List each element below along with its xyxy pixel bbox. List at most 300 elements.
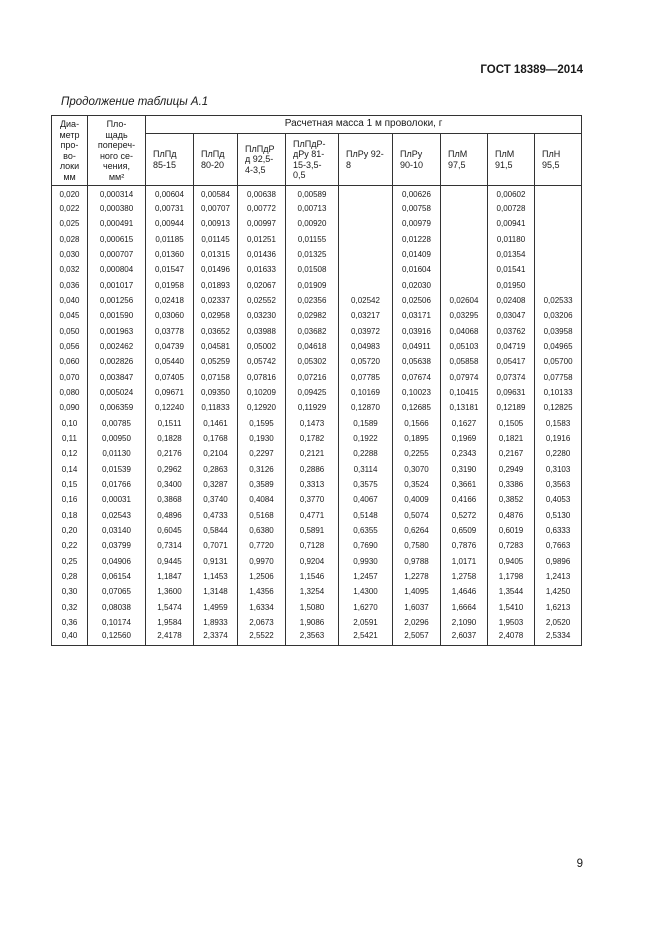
table-cell: 2,4178 (146, 630, 194, 645)
table-cell: 0,00944 (146, 216, 194, 231)
table-cell: 0,12870 (339, 400, 393, 415)
table-cell: 0,02533 (535, 293, 582, 308)
table-cell: 2,0591 (339, 615, 393, 630)
column-header-alloy: ПлПдР- дРу 81- 15-3,5- 0,5 (286, 134, 339, 186)
table-cell: 0,000804 (88, 262, 146, 277)
table-cell: 0,01251 (238, 231, 286, 246)
table-cell: 0,28 (52, 569, 88, 584)
column-header-diameter: Диа- метр про- во- локи мм (52, 116, 88, 186)
table-cell: 0,00913 (194, 216, 238, 231)
table-cell: 2,3374 (194, 630, 238, 645)
table-cell: 0,1821 (488, 431, 535, 446)
table-cell: 0,5130 (535, 507, 582, 522)
table-cell: 0,028 (52, 231, 88, 246)
table-cell: 0,4067 (339, 492, 393, 507)
table-cell: 0,04581 (194, 339, 238, 354)
table-cell: 0,2949 (488, 461, 535, 476)
table-row (52, 339, 582, 354)
table-cell: 0,12 (52, 446, 88, 461)
table-cell: 0,14 (52, 461, 88, 476)
table-cell: 0,1969 (441, 431, 488, 446)
table-cell: 0,05002 (238, 339, 286, 354)
table-cell: 0,12560 (88, 630, 146, 645)
table-cell: 0,00920 (286, 216, 339, 231)
table-cell (535, 277, 582, 292)
table-cell: 0,40 (52, 630, 88, 645)
table-cell: 0,4084 (238, 492, 286, 507)
table-cell: 0,07065 (88, 584, 146, 599)
table-cell: 0,07674 (393, 369, 441, 384)
table-cell: 0,03217 (339, 308, 393, 323)
table-cell: 0,01604 (393, 262, 441, 277)
table-row (52, 369, 582, 384)
table-cell: 0,045 (52, 308, 88, 323)
table-cell: 0,01436 (238, 247, 286, 262)
table-cell (535, 216, 582, 231)
table-cell: 0,2121 (286, 446, 339, 461)
table-cell: 0,22 (52, 538, 88, 553)
table-cell (441, 262, 488, 277)
table-cell: 0,04719 (488, 339, 535, 354)
table-cell: 0,00772 (238, 201, 286, 216)
table-cell: 1,6213 (535, 599, 582, 614)
table-cell: 0,01130 (88, 446, 146, 461)
table-cell: 0,3563 (535, 477, 582, 492)
table-cell: 0,6019 (488, 523, 535, 538)
table-cell: 0,07158 (194, 369, 238, 384)
table-cell: 0,02982 (286, 308, 339, 323)
table-cell: 0,2176 (146, 446, 194, 461)
table-cell: 0,00707 (194, 201, 238, 216)
table-cell: 1,4959 (194, 599, 238, 614)
table-cell (441, 277, 488, 292)
table-cell: 0,00031 (88, 492, 146, 507)
table-cell: 0,1828 (146, 431, 194, 446)
table-row (52, 446, 582, 461)
table-cell: 0,02958 (194, 308, 238, 323)
table-cell: 0,06154 (88, 569, 146, 584)
table-cell: 0,02408 (488, 293, 535, 308)
table-cell: 0,005024 (88, 385, 146, 400)
table-cell: 0,11929 (286, 400, 339, 415)
table-cell: 1,5410 (488, 599, 535, 614)
table-cell: 0,7876 (441, 538, 488, 553)
table-cell: 0,01145 (194, 231, 238, 246)
table-cell: 1,2506 (238, 569, 286, 584)
table-cell: 0,18 (52, 507, 88, 522)
table-cell (535, 186, 582, 201)
table-row (52, 216, 582, 231)
table-cell: 0,01409 (393, 247, 441, 262)
table-cell: 0,00950 (88, 431, 146, 446)
table-cell: 0,3740 (194, 492, 238, 507)
table-cell: 0,00626 (393, 186, 441, 201)
table-cell: 0,01633 (238, 262, 286, 277)
table-cell: 1,4250 (535, 584, 582, 599)
table-cell: 0,000615 (88, 231, 146, 246)
table-cell: 0,5272 (441, 507, 488, 522)
table-cell: 0,01354 (488, 247, 535, 262)
table-cell: 0,10169 (339, 385, 393, 400)
column-header-alloy: ПлН 95,5 (535, 134, 582, 186)
table-cell (535, 201, 582, 216)
table-cell: 0,04739 (146, 339, 194, 354)
table-cell: 0,02030 (393, 277, 441, 292)
table-cell: 0,00731 (146, 201, 194, 216)
table-cell: 0,07216 (286, 369, 339, 384)
table-cell: 0,01950 (488, 277, 535, 292)
table-cell: 0,1930 (238, 431, 286, 446)
column-header-area: Пло- щадь попереч- ного се- чения, мм² (88, 116, 146, 186)
table-cell: 0,2255 (393, 446, 441, 461)
table-cell: 0,01325 (286, 247, 339, 262)
table-cell: 0,9131 (194, 553, 238, 568)
table-cell (441, 247, 488, 262)
table-cell: 2,3563 (286, 630, 339, 645)
table-cell: 0,000314 (88, 186, 146, 201)
table-cell: 0,02552 (238, 293, 286, 308)
table-cell: 0,2886 (286, 461, 339, 476)
table-cell: 0,01893 (194, 277, 238, 292)
table-cell: 0,6045 (146, 523, 194, 538)
table-cell: 0,1461 (194, 415, 238, 430)
table-cell (339, 201, 393, 216)
table-cell: 0,01315 (194, 247, 238, 262)
table-cell: 1,6664 (441, 599, 488, 614)
table-cell: 0,5074 (393, 507, 441, 522)
table-row (52, 354, 582, 369)
table-cell: 2,0296 (393, 615, 441, 630)
table-cell: 0,10209 (238, 385, 286, 400)
table-cell: 0,2962 (146, 461, 194, 476)
table-cell: 0,9405 (488, 553, 535, 568)
table-cell: 0,02543 (88, 507, 146, 522)
table-cell: 0,032 (52, 262, 88, 277)
table-cell: 1,2278 (393, 569, 441, 584)
table-cell: 0,3313 (286, 477, 339, 492)
table-cell: 0,05103 (441, 339, 488, 354)
table-cell: 0,9445 (146, 553, 194, 568)
column-header-alloy: ПлПд 80-20 (194, 134, 238, 186)
table-body (52, 186, 582, 646)
table-cell: 0,4733 (194, 507, 238, 522)
table-cell: 0,4009 (393, 492, 441, 507)
table-cell: 0,1768 (194, 431, 238, 446)
table-cell: 0,4053 (535, 492, 582, 507)
table-cell: 1,8933 (194, 615, 238, 630)
table-cell: 2,1090 (441, 615, 488, 630)
table-cell: 0,03778 (146, 323, 194, 338)
table-cell: 1,6334 (238, 599, 286, 614)
table-cell: 0,04911 (393, 339, 441, 354)
table-row (52, 599, 582, 614)
table-row (52, 186, 582, 201)
table-cell: 0,036 (52, 277, 88, 292)
table-cell: 0,12685 (393, 400, 441, 415)
table-cell: 0,03230 (238, 308, 286, 323)
table-cell: 1,2457 (339, 569, 393, 584)
table-cell: 0,03762 (488, 323, 535, 338)
table-cell (535, 231, 582, 246)
table-cell: 2,0520 (535, 615, 582, 630)
table-cell: 1,5474 (146, 599, 194, 614)
table-cell: 0,07785 (339, 369, 393, 384)
table-cell: 0,2104 (194, 446, 238, 461)
table-cell: 0,030 (52, 247, 88, 262)
table-cell: 0,00941 (488, 216, 535, 231)
table-cell (441, 231, 488, 246)
table-cell (339, 277, 393, 292)
table-cell: 0,03988 (238, 323, 286, 338)
table-cell: 0,05259 (194, 354, 238, 369)
table-cell: 0,07374 (488, 369, 535, 384)
table-cell: 0,00758 (393, 201, 441, 216)
table-cell (441, 201, 488, 216)
table-row (52, 538, 582, 553)
table-cell: 0,7128 (286, 538, 339, 553)
table-cell: 0,03295 (441, 308, 488, 323)
table-cell: 1,1798 (488, 569, 535, 584)
table-cell: 1,4646 (441, 584, 488, 599)
table-cell: 0,040 (52, 293, 88, 308)
column-header-alloy: ПлРу 92- 8 (339, 134, 393, 186)
table-cell: 0,2297 (238, 446, 286, 461)
table-cell: 0,002462 (88, 339, 146, 354)
table-cell: 0,006359 (88, 400, 146, 415)
table-row (52, 584, 582, 599)
table-cell: 0,3868 (146, 492, 194, 507)
table-cell: 0,5168 (238, 507, 286, 522)
table-cell: 0,04618 (286, 339, 339, 354)
table-row (52, 553, 582, 568)
table-cell: 0,05302 (286, 354, 339, 369)
table-cell: 0,003847 (88, 369, 146, 384)
table-cell: 0,03972 (339, 323, 393, 338)
table-cell: 0,3126 (238, 461, 286, 476)
table-cell: 0,1895 (393, 431, 441, 446)
table-cell: 0,13181 (441, 400, 488, 415)
table-cell: 1,0171 (441, 553, 488, 568)
table-cell: 0,03060 (146, 308, 194, 323)
table-row (52, 201, 582, 216)
table-cell (441, 216, 488, 231)
table-cell: 0,000491 (88, 216, 146, 231)
table-cell: 0,03799 (88, 538, 146, 553)
table-row (52, 231, 582, 246)
page-number: 9 (576, 858, 583, 870)
table-cell: 0,3400 (146, 477, 194, 492)
table-cell: 0,002826 (88, 354, 146, 369)
table-cell: 0,25 (52, 553, 88, 568)
column-header-alloy: ПлПд 85-15 (146, 134, 194, 186)
table-cell: 0,04965 (535, 339, 582, 354)
table-cell: 1,2413 (535, 569, 582, 584)
table-cell: 0,000380 (88, 201, 146, 216)
table-cell: 0,00728 (488, 201, 535, 216)
table-cell: 1,9086 (286, 615, 339, 630)
table-cell: 0,10133 (535, 385, 582, 400)
table-cell: 0,3386 (488, 477, 535, 492)
table-cell: 1,6037 (393, 599, 441, 614)
table-cell: 0,1566 (393, 415, 441, 430)
table-row (52, 293, 582, 308)
table-cell: 0,00979 (393, 216, 441, 231)
table-cell: 0,00604 (146, 186, 194, 201)
table-cell: 1,4300 (339, 584, 393, 599)
table-cell: 0,11 (52, 431, 88, 446)
table-cell: 0,09350 (194, 385, 238, 400)
table-cell: 0,00785 (88, 415, 146, 430)
table-cell: 0,09631 (488, 385, 535, 400)
table-cell: 0,01360 (146, 247, 194, 262)
table-cell: 0,050 (52, 323, 88, 338)
table-row (52, 431, 582, 446)
table-cell: 0,9896 (535, 553, 582, 568)
table-cell (339, 186, 393, 201)
table-cell: 1,4356 (238, 584, 286, 599)
table-cell: 0,03916 (393, 323, 441, 338)
table-cell: 0,10 (52, 415, 88, 430)
table-cell (535, 262, 582, 277)
table-cell: 0,5844 (194, 523, 238, 538)
table-cell: 0,01958 (146, 277, 194, 292)
table-cell: 0,5148 (339, 507, 393, 522)
table-cell: 0,3190 (441, 461, 488, 476)
table-cell: 0,03682 (286, 323, 339, 338)
table-cell: 0,04068 (441, 323, 488, 338)
table-cell: 0,1589 (339, 415, 393, 430)
table-cell: 0,001963 (88, 323, 146, 338)
table-cell: 1,4095 (393, 584, 441, 599)
table-cell: 0,11833 (194, 400, 238, 415)
table-cell: 0,03140 (88, 523, 146, 538)
table-cell: 0,20 (52, 523, 88, 538)
column-header-alloy: ПлРу 90-10 (393, 134, 441, 186)
table-cell: 0,12825 (535, 400, 582, 415)
table-cell: 0,07405 (146, 369, 194, 384)
table-row (52, 415, 582, 430)
table-row (52, 523, 582, 538)
table-cell: 0,08038 (88, 599, 146, 614)
table-cell: 0,025 (52, 216, 88, 231)
table-cell: 0,7690 (339, 538, 393, 553)
table-cell: 0,6509 (441, 523, 488, 538)
table-cell: 0,05638 (393, 354, 441, 369)
table-cell: 0,05417 (488, 354, 535, 369)
standard-code: ГОСТ 18389—2014 (480, 64, 583, 76)
table-row (52, 569, 582, 584)
table-cell: 0,080 (52, 385, 88, 400)
table-cell: 0,05700 (535, 354, 582, 369)
table-cell: 0,001590 (88, 308, 146, 323)
table-cell: 0,00638 (238, 186, 286, 201)
table-cell: 1,1847 (146, 569, 194, 584)
table-cell: 0,4166 (441, 492, 488, 507)
table-row (52, 615, 582, 630)
table-cell: 0,3114 (339, 461, 393, 476)
table-cell: 0,16 (52, 492, 88, 507)
table-cell: 0,03047 (488, 308, 535, 323)
table-cell: 0,00602 (488, 186, 535, 201)
table-cell: 0,01909 (286, 277, 339, 292)
table-cell: 0,1922 (339, 431, 393, 446)
table-cell: 0,1511 (146, 415, 194, 430)
table-cell: 0,00589 (286, 186, 339, 201)
table-row (52, 308, 582, 323)
table-cell: 0,30 (52, 584, 88, 599)
table-cell (339, 247, 393, 262)
table-cell: 0,001256 (88, 293, 146, 308)
table-cell: 0,05440 (146, 354, 194, 369)
table-cell: 0,01766 (88, 477, 146, 492)
table-row (52, 630, 582, 645)
table-cell: 0,02356 (286, 293, 339, 308)
table-cell: 0,5891 (286, 523, 339, 538)
table-cell: 0,3070 (393, 461, 441, 476)
table-cell: 0,05720 (339, 354, 393, 369)
table-cell: 0,01541 (488, 262, 535, 277)
column-header-mass: Расчетная масса 1 м проволоки, г (146, 116, 582, 134)
table-cell: 2,4078 (488, 630, 535, 645)
table-cell: 0,03652 (194, 323, 238, 338)
table-cell: 0,3103 (535, 461, 582, 476)
table-cell: 0,3589 (238, 477, 286, 492)
table-cell: 1,2758 (441, 569, 488, 584)
table-cell: 0,9930 (339, 553, 393, 568)
table-cell: 0,3661 (441, 477, 488, 492)
table-cell: 0,1595 (238, 415, 286, 430)
table-cell (441, 186, 488, 201)
table-cell: 0,01547 (146, 262, 194, 277)
table-cell (339, 262, 393, 277)
table-cell: 0,3287 (194, 477, 238, 492)
table-cell: 0,10415 (441, 385, 488, 400)
table-cell: 0,6380 (238, 523, 286, 538)
table-cell: 1,6270 (339, 599, 393, 614)
table-cell: 0,01180 (488, 231, 535, 246)
table-cell: 0,1583 (535, 415, 582, 430)
table-cell: 0,01539 (88, 461, 146, 476)
table-cell: 0,36 (52, 615, 88, 630)
table-cell: 1,3600 (146, 584, 194, 599)
table-cell: 1,1453 (194, 569, 238, 584)
table-cell (339, 216, 393, 231)
table-cell: 0,3524 (393, 477, 441, 492)
table-cell: 0,4876 (488, 507, 535, 522)
table-cell: 0,03206 (535, 308, 582, 323)
table-cell: 0,7283 (488, 538, 535, 553)
table-cell: 0,1505 (488, 415, 535, 430)
table-cell: 0,6355 (339, 523, 393, 538)
table-cell: 0,10174 (88, 615, 146, 630)
table-cell: 0,9970 (238, 553, 286, 568)
table-cell: 0,01228 (393, 231, 441, 246)
table-row (52, 323, 582, 338)
table-cell: 0,00584 (194, 186, 238, 201)
table-cell: 0,2280 (535, 446, 582, 461)
table-cell: 0,6333 (535, 523, 582, 538)
table-row (52, 400, 582, 415)
table-cell: 0,04906 (88, 553, 146, 568)
table-cell: 0,9204 (286, 553, 339, 568)
table-cell: 1,5080 (286, 599, 339, 614)
table-cell: 0,020 (52, 186, 88, 201)
table-cell: 0,01185 (146, 231, 194, 246)
table-cell: 0,02542 (339, 293, 393, 308)
column-header-alloy: ПлПдР д 92,5- 4-3,5 (238, 134, 286, 186)
table-cell: 0,04983 (339, 339, 393, 354)
table-cell: 0,7071 (194, 538, 238, 553)
